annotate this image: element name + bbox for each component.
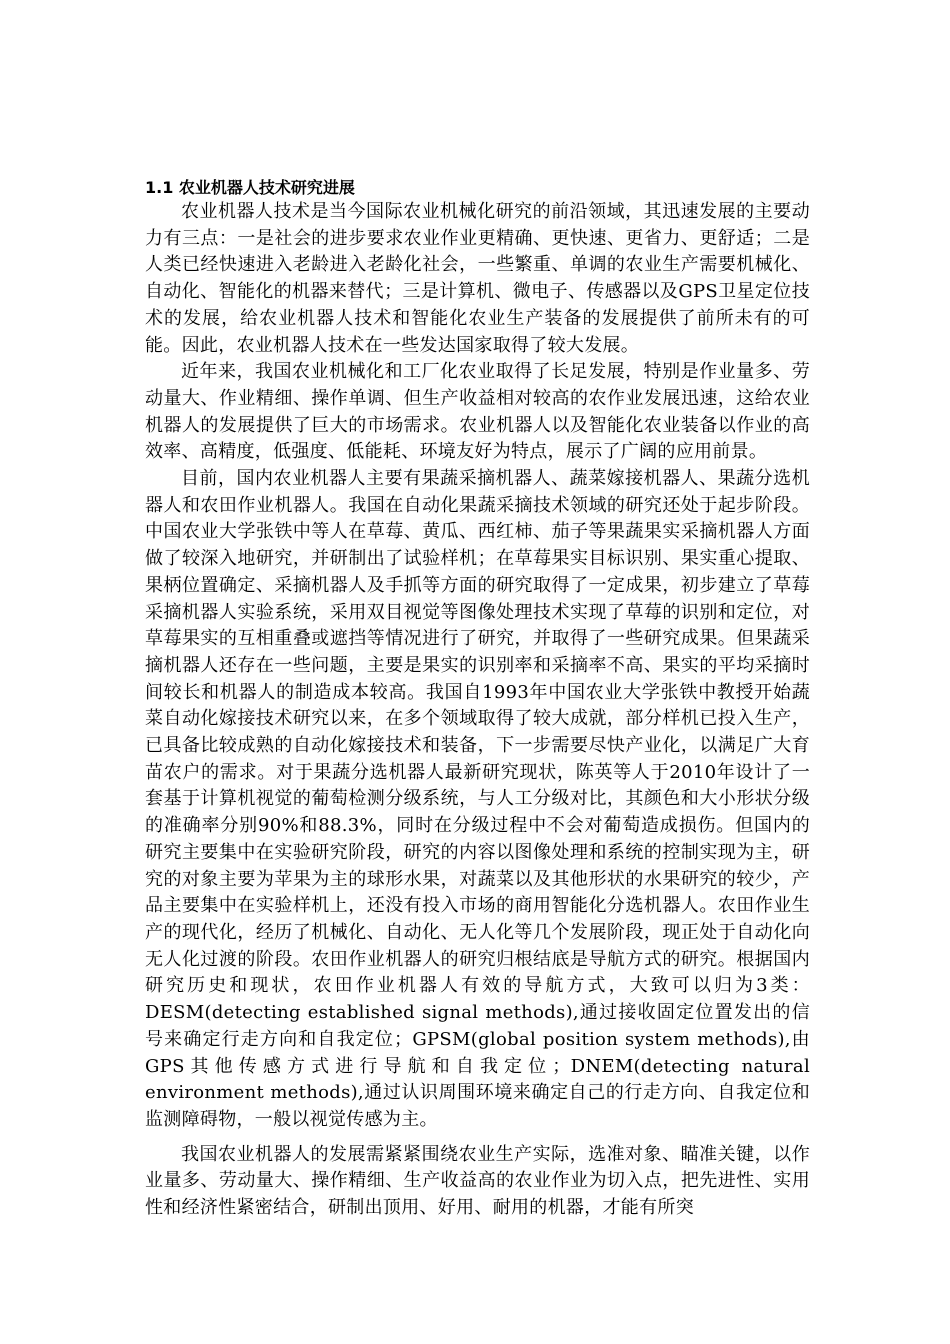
paragraph-current-research: 目前，国内农业机器人主要有果蔬采摘机器人、蔬菜嫁接机器人、果蔬分选机器人和农田作业机器人。我国在自动化果蔬采摘技术领域的研究还处于起步阶段。中国农业大学张铁中等人在草莓、黄瓜、西红柿、茄子等果蔬果实采摘机器人方面做了较深入地研究，并研制出了试验样机；在草莓果实目标识别、果实重心提取、果柄位置确定、采摘机器人及手抓等方面的研究取得了一定成果，初步建立了草莓采摘机器人实验系统，采用双目视觉等图像处理技术实现了草莓的识别和定位，对草莓果实的互相重叠或遮挡等情况进行了研究，并取得了一些研究成果。但果蔬采摘机器人还存在一些问题，主要是果实的识别率和采摘率不高、果实的平均采摘时间较长和机器人的制造成本较高。我国自1993年中国农业大学张铁中教授开始蔬菜自动化嫁接技术研究以来，在多个领域取得了较大成就，部分样机已投入生产，已具备比较成熟的自动化嫁接技术和装备，下一步需要尽快产业化，以满足广大育苗农户的需求。对于果蔬分选机器人最新研究现状，陈英等人于2010年设计了一套基于计算机视觉的葡萄检测分级系统，与人工分级对比，其颜色和大小形状分级的准确率分别90%和88.3%，同时在分级过程中不会对葡萄造成损伤。但国内的研究主要集中在实验研究阶段，研究的内容以图像处理和系统的控制实现为主，研究的对象主要为苹果为主的球形水果，对蔬菜以及其他形状的水果研究的较少，产品主要集中在实验样机上，还没有投入市场的商用智能化分选机器人。农田作业生产的现代化，经历了机械化、自动化、无人化等几个发展阶段，现正处于自动化向无人化过渡的阶段。农田作业机器人的研究归根结底是导航方式的研究。根据国内研究历史和现状，农田作业机器人有效的导航方式，大致可以归为3类：DESM(detecting established signal methods),通过接收固定位置发出的信号来确定行走方向和自我定位；GPSM(global position system methods),由GPS其他传感方式进行导航和自我定位；DNEM(detecting natural environment methods),通过认识周围环境来确定自己的行走方向、自我定位和监测障碍物，一般以视觉传感为主。 [145,468,810,1130]
paragraph-motivation: 农业机器人技术是当今国际农业机械化研究的前沿领域，其迅速发展的主要动力有三点：一是社会的进步要求农业作业更精确、更快速、更省力、更舒适；二是人类已经快速进入老龄进入老龄化社会，一些繁重、单调的农业生产需要机械化、自动化、智能化的机器来替代；三是计算机、微电子、传感器以及GPS卫星定位技术的发展，给农业机器人技术和智能化农业生产装备的发展提供了前所未有的可能。因此，农业机器人技术在一些发达国家取得了较大发展。 [145,201,810,356]
document-body [145,176,810,1222]
paragraph-domestic-development: 近年来，我国农业机械化和工厂化农业取得了长足发展，特别是作业量多、劳动量大、作业精细、操作单调、但生产收益相对较高的农作业发展迅速，这给农业机器人的发展提供了巨大的市场需求。农业机器人以及智能化农业装备以作业的高效率、高精度，低强度、低能耗、环境友好为特点，展示了广阔的应用前景。 [145,361,810,463]
paragraph-development-direction: 我国农业机器人的发展需紧紧围绕农业生产实际，选准对象、瞄准关键，以作业量多、劳动量大、操作精细、生产收益高的农业作业为切入点，把先进性、实用性和经济性紧密结合，研制出顶用、好用、耐用的机器，才能有所突 [145,1143,810,1219]
section-heading: 1.1 农业机器人技术研究进展 [145,178,355,197]
